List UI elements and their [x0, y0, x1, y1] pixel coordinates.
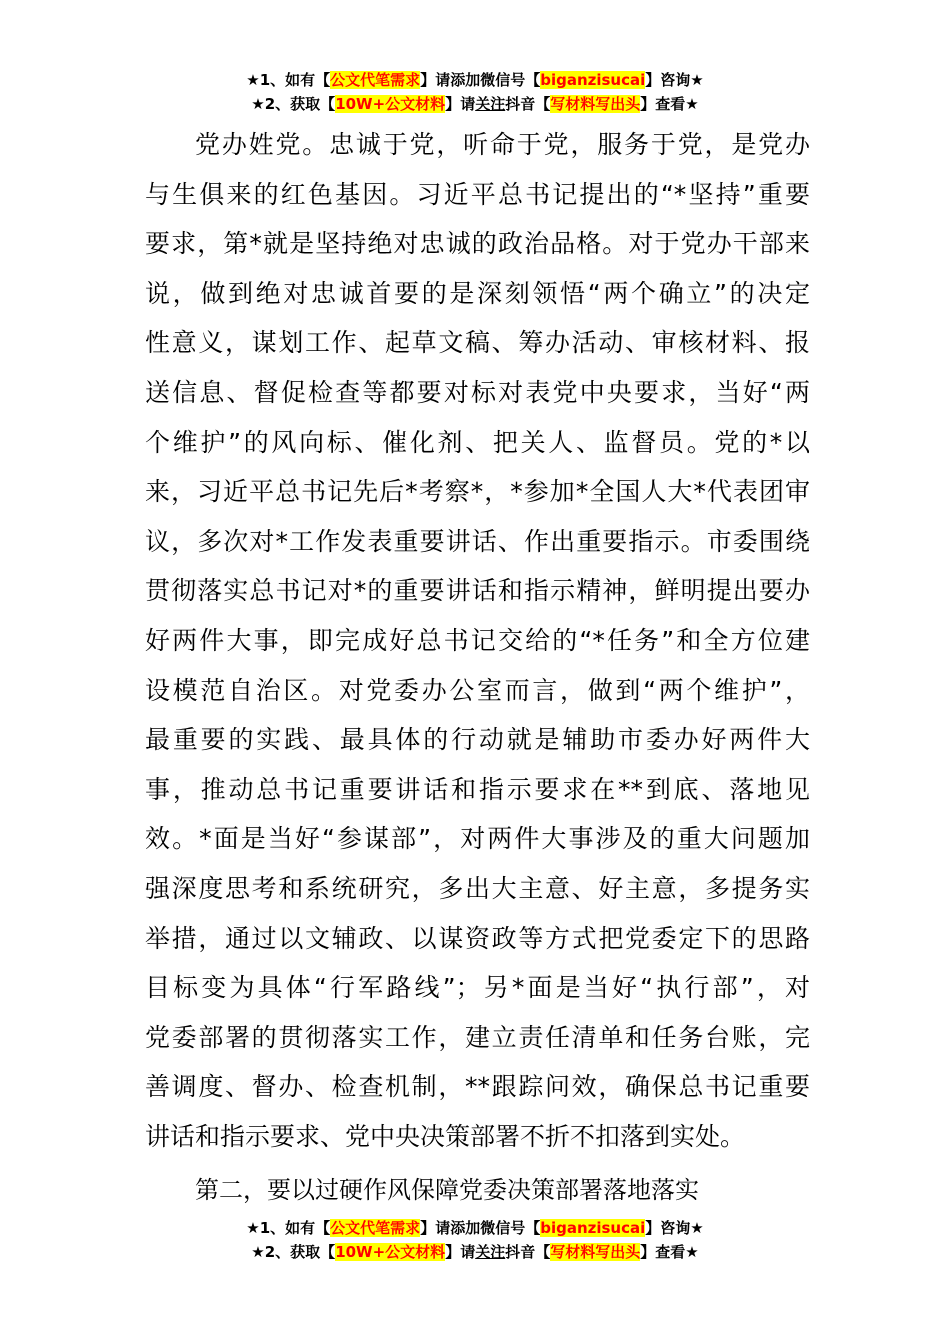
body-line: 说，做到绝对忠诚首要的是深刻领悟“两个确立”的决定: [145, 278, 810, 308]
body-line: 议，多次对*工作发表重要讲话、作出重要指示。市委围绕: [145, 526, 810, 556]
body-line: 贯彻落实总书记对*的重要讲话和指示精神，鲜明提出要办: [145, 576, 810, 606]
body-line: 效。*面是当好“参谋部”，对两件大事涉及的重大问题加: [145, 824, 810, 854]
body-line: 与生俱来的红色基因。习近平总书记提出的“*坚持”重要: [145, 179, 810, 209]
body-line: 党委部署的贯彻落实工作，建立责任清单和任务台账，完: [145, 1022, 810, 1052]
body-line: 善调度、督办、检查机制，**跟踪问效，确保总书记重要: [145, 1072, 810, 1102]
body-line: 送信息、督促检查等都要对标对表党中央要求，当好“两: [145, 378, 810, 407]
body-line: 强深度思考和系统研究，多出大主意、好主意，多提务实: [145, 874, 810, 903]
body-line: 党办姓党。忠诚于党，听命于党，服务于党，是党办: [195, 130, 810, 159]
body-line: 好两件大事，即完成好总书记交给的“*任务”和全方位建: [145, 626, 810, 655]
body-line: 目标变为具体“行军路线”；另*面是当好“执行部”，对: [145, 973, 810, 1003]
body-line: 要求，第*就是坚持绝对忠诚的政治品格。对于党办干部来: [145, 229, 810, 259]
promo-highlight-ghostwriting: 公文代笔需求: [330, 71, 421, 89]
section-heading: 第二，要以过硬作风保障党委决策部署落地落实: [195, 1176, 699, 1204]
promo-line-2-top: ★2、获取【10W+公文材料】请关注抖音【写材料写出头】查看★: [251, 95, 699, 113]
promo-highlight-ghostwriting: 公文代笔需求: [330, 1219, 421, 1237]
body-line: 来，习近平总书记先后*考察*，*参加*全国人大*代表团审: [145, 477, 810, 507]
body-line: 个维护”的风向标、催化剂、把关人、监督员。党的*以: [145, 427, 810, 457]
promo-highlight-materials: 10W+公文材料: [335, 95, 446, 113]
promo-line-1-top: ★1、如有【公文代笔需求】请添加微信号【biganzisucai】咨询★: [246, 71, 704, 89]
body-line: 设模范自治区。对党委办公室而言，做到“两个维护”，: [145, 675, 810, 705]
body-line: 最重要的实践、最具体的行动就是辅助市委办好两件大: [145, 725, 810, 755]
promo-line-2-bottom: ★2、获取【10W+公文材料】请关注抖音【写材料写出头】查看★: [251, 1243, 699, 1261]
promo-highlight-douyin: 写材料写出头: [550, 95, 641, 113]
promo-line-1-bottom: ★1、如有【公文代笔需求】请添加微信号【biganzisucai】咨询★: [246, 1219, 704, 1237]
body-line: 举措，通过以文辅政、以谋资政等方式把党委定下的思路: [145, 923, 810, 953]
body-line: 性意义，谋划工作、起草文稿、筹办活动、审核材料、报: [145, 328, 810, 358]
body-line: 讲话和指示要求、党中央决策部署不折不扣落到实处。: [145, 1122, 746, 1151]
promo-highlight-douyin: 写材料写出头: [550, 1243, 641, 1261]
body-line: 事，推动总书记重要讲话和指示要求在**到底、落地见: [145, 774, 810, 804]
promo-highlight-wechat-id: biganzisucai: [540, 1219, 646, 1237]
promo-highlight-wechat-id: biganzisucai: [540, 71, 646, 89]
promo-highlight-materials: 10W+公文材料: [335, 1243, 446, 1261]
